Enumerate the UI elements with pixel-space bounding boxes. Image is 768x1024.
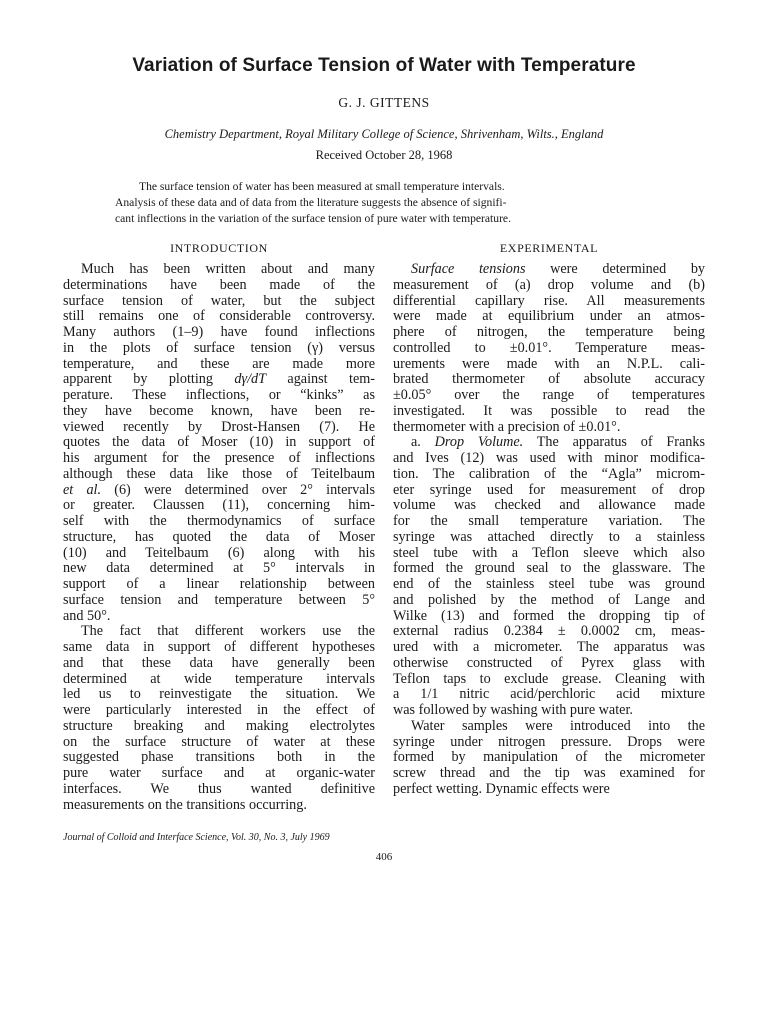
text-line: although these data like those of Teitelbaum [63,466,375,482]
text-line: on the surface structure of water at these [63,734,375,750]
text-line: measurement of (a) drop volume and (b) [393,277,705,293]
experimental-column [393,262,705,798]
text-line: Much has been written about and many [81,262,375,277]
text-line: brated thermometer of absolute accuracy [393,372,705,388]
text-line: self with the thermodynamics of surface [63,514,375,529]
text-line: surface tension and temperature between 5° [63,592,375,608]
text-line: still remains one of considerable controversy. [63,309,375,325]
affiliation: Chemistry Department, Royal Military College of Science, Shrivenham, Wilts., England [164,127,604,141]
experimental-heading: EXPERIMENTAL [499,241,599,255]
text-line: a 1/1 nitric acid/perchloric acid mixture [393,687,705,703]
text-line: and 50°. [63,608,111,624]
text-line: measurements on the transitions occurring. [63,797,307,813]
text-line: Many authors (1–9) have found inflections [63,325,375,340]
text-line: syringe was attached directly to a stainless [393,529,705,545]
text-line: and Ives (12) was used with minor modifica- [393,451,705,466]
text-line: pure water surface and at organic-water [63,766,375,781]
text-line: tion. The calibration of the “Agla” microm- [393,466,705,482]
text-line: was followed by washing with pure water. [393,703,633,718]
text-line: controlled to ±0.01°. Temperature meas- [393,340,705,356]
text-line: investigated. It was possible to read the [393,403,705,419]
text-line: thermometer with a precision of ±0.01°. [393,419,621,435]
text-line: determinations have been made of the [63,277,375,293]
text-line: volume was checked and allowance made [393,498,705,514]
text-line: differential capillary rise. All measurements [393,293,705,309]
text-line: were made at equilibrium under an atmos- [393,309,705,325]
text-line: Surface tensions were determined by [411,262,705,277]
abstract-line: The surface tension of water has been measured at small temperature intervals. [139,180,505,193]
text-line: suggested phase transitions both in the [63,750,375,766]
text-line: and polished by the method of Lange and [393,592,705,608]
text-line: led us to reinvestigate the situation. We [63,687,375,703]
text-line: steel tube with a Teflon sleeve which also [393,545,705,561]
text-line: same data in support of different hypotheses [63,640,375,655]
author-name: G. J. GITTENS [338,95,430,110]
text-line: in the plots of surface tension (γ) versus [63,340,375,356]
abstract [115,179,653,227]
page-number: 406 [375,851,393,863]
text-line: apparent by plotting dγ/dT against tem- [63,372,375,388]
text-line: Wilke (13) and formed the dropping tip of [393,608,705,624]
text-line: for the small temperature variation. The [393,514,705,529]
text-line: formed by manipulation of the micrometer [393,750,705,766]
text-line: were particularly interested in the effect of [63,703,375,718]
text-line: external radius 0.2384 ± 0.0002 cm, meas- [393,624,705,640]
text-line: quotes the data of Moser (10) in support of [63,435,375,451]
text-line: Teflon taps to exclude grease. Cleaning with [393,671,705,687]
text-line: screw thread and the tip was examined for [393,766,705,781]
received-date: Received October 28, 1968 [315,148,453,162]
text-line: et al. (6) were determined over 2° intervals [63,482,375,498]
text-line: and that these data have generally been [63,655,375,671]
text-line: interfaces. We thus wanted definitive [63,781,375,797]
text-line: eter syringe used for measurement of drop [393,482,705,498]
abstract-line: Analysis of these data and of data from the literature suggests the absence of signifi- [115,196,507,209]
text-line: urements were made with an N.P.L. cali- [393,356,705,372]
text-line: new data determined at 5° intervals in [63,561,375,577]
text-line: his argument for the presence of inflections [63,451,375,466]
abstract-line: cant inflections in the variation of the surface tension of pure water with temperature. [115,212,511,225]
text-line: structure, has quoted the data of Moser [63,529,375,545]
text-line: (10) and Teitelbaum (6) along with his [63,545,375,561]
text-line: Water samples were introduced into the [411,718,705,734]
journal-citation: Journal of Colloid and Interface Science, Vol. 30, No. 3, July 1969 [63,832,330,843]
text-line: perfect wetting. Dynamic effects were [393,781,610,797]
text-line: a. Drop Volume. The apparatus of Franks [411,435,705,451]
text-line: syringe under nitrogen pressure. Drops were [393,734,705,750]
text-line: formed the ground seal to the glassware. The [393,561,705,577]
text-line: structure breaking and making electrolytes [63,718,375,734]
text-line: temperature, and these are made more [63,356,375,372]
text-line: phere of nitrogen, the temperature being [393,325,705,340]
introduction-column [63,262,375,813]
text-line: otherwise constructed of Pyrex glass with [393,655,705,671]
text-line: end of the stainless steel tube was ground [393,577,705,592]
text-line: ±0.05° over the range of temperatures [393,388,705,403]
text-line: ured with a micrometer. The apparatus was [393,640,705,655]
introduction-heading: INTRODUCTION [170,241,268,255]
text-line: or greater. Claussen (11), concerning him- [63,498,375,514]
text-line: determined at wide temperature intervals [63,671,375,687]
paper-title: Variation of Surface Tension of Water with Temperature [132,55,636,76]
text-line: they have become known, have been re- [63,403,375,419]
text-line: support of a linear relationship between [63,577,375,592]
text-line: viewed recently by Drost-Hansen (7). He [63,419,375,435]
text-line: The fact that different workers use the [81,624,375,640]
text-line: perature. These inflections, or “kinks” as [63,388,375,403]
text-line: surface tension of water, but the subject [63,293,375,309]
